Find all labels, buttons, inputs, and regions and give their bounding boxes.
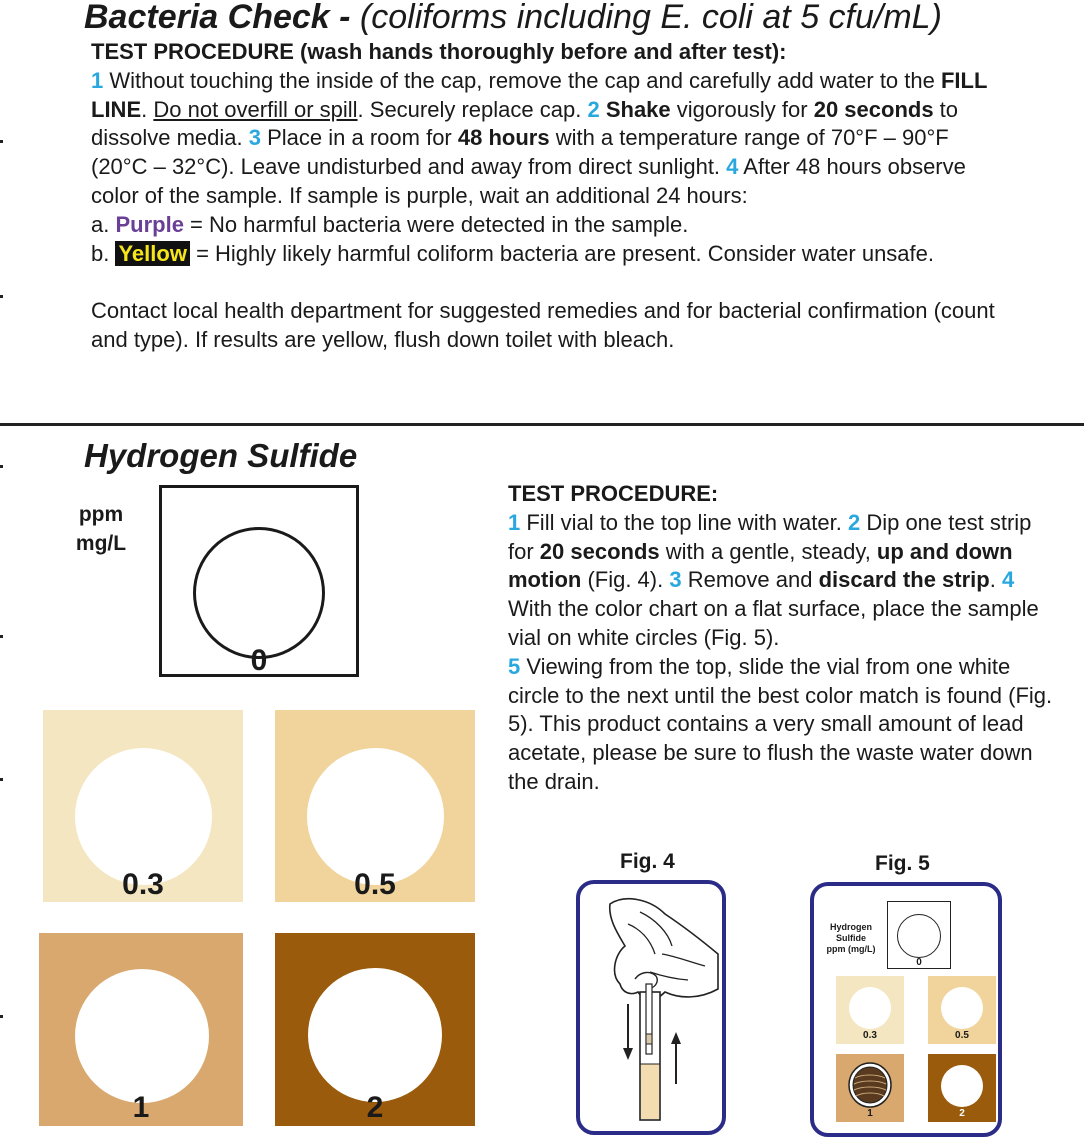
mini-swatch-2 xyxy=(928,1054,996,1122)
bacteria-procedure xyxy=(91,38,996,355)
mini-label: 0 xyxy=(916,957,922,968)
unit-label: ppm mg/L xyxy=(75,503,127,555)
hand-icon xyxy=(610,899,718,1000)
swatch-0-3 xyxy=(43,710,243,902)
dipping-hand-illustration xyxy=(580,884,722,1131)
mini-label: 0.5 xyxy=(955,1030,969,1041)
h2s-procedure xyxy=(508,480,1053,797)
edge-tick xyxy=(0,295,3,298)
mini-circle xyxy=(941,987,983,1029)
mini-label: 0.3 xyxy=(863,1030,877,1041)
mini-label: 2 xyxy=(959,1108,965,1119)
section-divider xyxy=(0,423,1084,426)
swatch-2 xyxy=(275,933,475,1126)
edge-tick xyxy=(0,1015,3,1018)
swatch-label: 0 xyxy=(250,644,268,677)
mini-circle xyxy=(941,1065,983,1107)
fig4-frame xyxy=(576,880,726,1135)
edge-tick xyxy=(0,140,3,143)
result-purple: a. Purple = No harmful bacteria were detected in the sample. xyxy=(91,211,689,237)
swatch-label: 0.3 xyxy=(122,868,164,901)
h2s-steps: 1 Fill vial to the top line with water. 2 Dip one test strip for 20 seconds with a gentle, steady, up and down motion (Fig. 4). 3 Remove and discard the strip. 4 With the color chart on a flat surface, place the sample vial on white circles (Fig. 5). xyxy=(508,509,1039,650)
h2s-procedure-heading: TEST PROCEDURE: xyxy=(508,481,719,506)
fig4-title: Fig. 4 xyxy=(620,850,675,873)
edge-tick xyxy=(0,635,3,638)
bacteria-procedure-heading: TEST PROCEDURE (wash hands thoroughly before and after test): xyxy=(91,39,787,64)
mini-unit-label: Hydrogen Sulfide ppm (mg/L) xyxy=(826,922,876,954)
edge-tick xyxy=(0,778,3,781)
swatch-0-5 xyxy=(275,710,475,902)
swatch-circle xyxy=(193,527,325,659)
swatch-label: 0.5 xyxy=(354,868,396,901)
fig5-frame xyxy=(810,882,1002,1137)
swatch-0 xyxy=(159,485,359,677)
contact-note: Contact local health department for suggested remedies and for bacterial confirmation (count and type). If results are yellow, flush down toilet with bleach. xyxy=(91,298,995,353)
mini-circle xyxy=(897,914,941,958)
h2s-title: Hydrogen Sulfide xyxy=(84,437,358,474)
fig5-title: Fig. 5 xyxy=(875,852,930,875)
mini-label: 1 xyxy=(867,1108,873,1119)
mini-swatch-0-3 xyxy=(836,976,904,1044)
swatch-label: 2 xyxy=(366,1091,384,1124)
h2s-step-5: 5 Viewing from the top, slide the vial from one white circle to the next until the best color match is found (Fig. 5). This product contains a very small amount of lead acetate, please be sure to flush the waste water down the drain. xyxy=(508,653,1053,794)
swatch-circle xyxy=(75,969,209,1103)
mini-swatch-1 xyxy=(836,1054,904,1122)
bacteria-title: Bacteria Check - (coliforms including E. coli at 5 cfu/mL) xyxy=(84,0,942,36)
swatch-circle xyxy=(307,748,444,885)
swatch-circle xyxy=(308,968,442,1102)
result-yellow: b. Yellow = Highly likely harmful coliform bacteria are present. Consider water unsafe. xyxy=(91,240,934,266)
vial-top-icon xyxy=(847,1060,893,1110)
edge-tick xyxy=(0,465,3,468)
mini-circle xyxy=(849,987,891,1029)
bacteria-steps: 1 Without touching the inside of the cap, remove the cap and carefully add water to the FILL LINE. Do not overfill or spill. Securely replace cap. 2 Shake vigorously for 20 seconds to dissolve media. 3 Place in a room for 48 hours with a temperature range of 70°F – 90°F (20°C – 32°C). Leave undisturbed and away from direct sunlight. 4 After 48 hours observe color of the sample. If sample is purple, wait an additional 24 hours: xyxy=(91,67,987,208)
swatch-circle xyxy=(75,748,212,885)
swatch-1 xyxy=(39,933,243,1126)
mini-swatch-0-5 xyxy=(928,976,996,1044)
swatch-label: 1 xyxy=(132,1091,150,1124)
mini-swatch-0 xyxy=(887,901,951,969)
